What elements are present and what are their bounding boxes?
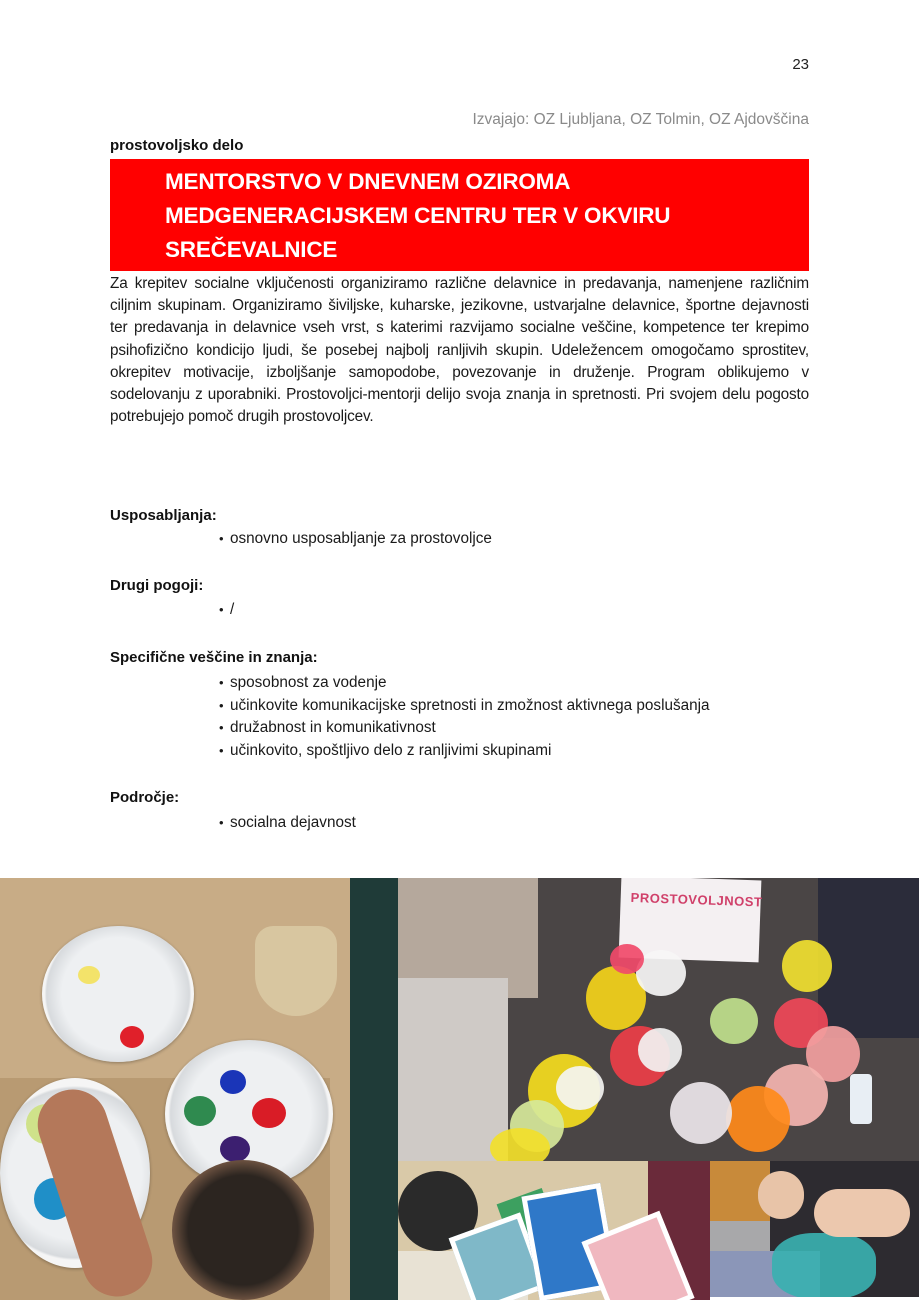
bullet-icon: • <box>219 675 224 690</box>
title-line-1: MENTORSTVO V DNEVNEM OZIROMA <box>165 169 571 194</box>
title-line-3: SREČEVALNICE <box>165 237 338 262</box>
bullet-icon: • <box>219 815 224 830</box>
title-line-2: MEDGENERACIJSKEM CENTRU TER V OKVIRU <box>165 203 671 228</box>
intro-paragraph: Za krepitev socialne vključenosti organiziramo različne delavnice in predavanja, namenjene različnim ciljnim skupinam. Organiziramo šiviljske, kuharske, jezikovne, ustvarjalne delavnice, športne dejavnosti ter predavanja in delavnice vseh vrst, s katerimi razvijamo socialne veščine, kompetence ter krepimo psihofizično kondicijo ljudi, še posebej najbolj ranljivih skupin. Udeležencem omogočamo sprostitev, okrepitev motivacije, izboljšanje samopodobe, povezovanje in druženje. Program oblikujemo v sodelovanju z uporabniki. Prostovoljci-mentorji delijo svoja znanja in spretnosti. Pri svojem delu pogosto potrebujejo pomoč drugih prostovoljcev. <box>110 275 809 426</box>
background-wall <box>350 878 398 1300</box>
paint-plate <box>42 926 194 1062</box>
list-item: • sposobnost za vodenje <box>219 672 710 695</box>
bullet-icon: • <box>219 720 224 735</box>
skills-list <box>219 672 710 762</box>
sleeve <box>398 978 508 1161</box>
photo-knitting <box>710 1161 919 1297</box>
list-item: • učinkovite komunikacijske spretnosti in zmožnost aktivnega poslušanja <box>219 695 710 718</box>
red-paint <box>120 1026 144 1048</box>
list-item: • socialna dejavnost <box>219 812 356 835</box>
list-item: • / <box>219 599 234 622</box>
hand <box>814 1189 910 1237</box>
photo-flowers-workshop <box>398 878 919 1161</box>
training-list <box>219 528 492 551</box>
section-heading-conditions: Drugi pogoji: <box>110 577 204 594</box>
photo-collage <box>0 878 919 1300</box>
field-list <box>219 812 356 835</box>
list-item: • učinkovito, spoštljivo delo z ranljivimi skupinami <box>219 740 710 763</box>
white-flower <box>638 1028 682 1072</box>
yellow-paint <box>78 966 100 984</box>
category-label: prostovoljsko delo <box>110 137 244 154</box>
conditions-list <box>219 599 234 622</box>
page-number: 23 <box>792 56 809 73</box>
list-item: • družabnost in komunikativnost <box>219 717 710 740</box>
photo-pressed-flower-cards <box>398 1161 710 1300</box>
list-item: • osnovno usposabljanje za prostovoljce <box>219 528 492 551</box>
red-paint <box>252 1098 286 1128</box>
section-heading-skills: Specifične veščine in znanja: <box>110 649 318 666</box>
yellow-flower <box>490 1128 550 1161</box>
yarn-ball <box>772 1233 876 1297</box>
photo-painting-workshop <box>0 878 398 1300</box>
green-paint <box>184 1096 216 1126</box>
section-heading-field: Področje: <box>110 789 180 806</box>
bullet-icon: • <box>219 697 224 713</box>
white-flower <box>670 1082 732 1144</box>
organizers-line: Izvajajo: OZ Ljubljana, OZ Tolmin, OZ Ajdovščina <box>472 111 809 128</box>
bullet-icon: • <box>219 742 224 758</box>
pink-flower <box>610 944 644 974</box>
section-heading-training: Usposabljanja: <box>110 507 217 524</box>
title-banner <box>110 159 809 271</box>
white-flower <box>556 1066 604 1110</box>
sleeve <box>818 878 919 1038</box>
clay-bowl <box>172 1160 314 1300</box>
bullet-icon: • <box>219 602 224 617</box>
orange-flower <box>726 1086 790 1152</box>
yellow-flower <box>782 940 832 992</box>
hand <box>758 1171 804 1219</box>
leaflet-text: PROSTOVOLJNOST <box>630 889 763 910</box>
bullet-icon: • <box>219 531 224 546</box>
wristwatch <box>850 1074 872 1124</box>
green-flower <box>710 998 758 1044</box>
clay-pot <box>255 926 337 1016</box>
purple-paint <box>220 1136 250 1162</box>
blue-paint <box>220 1070 246 1094</box>
